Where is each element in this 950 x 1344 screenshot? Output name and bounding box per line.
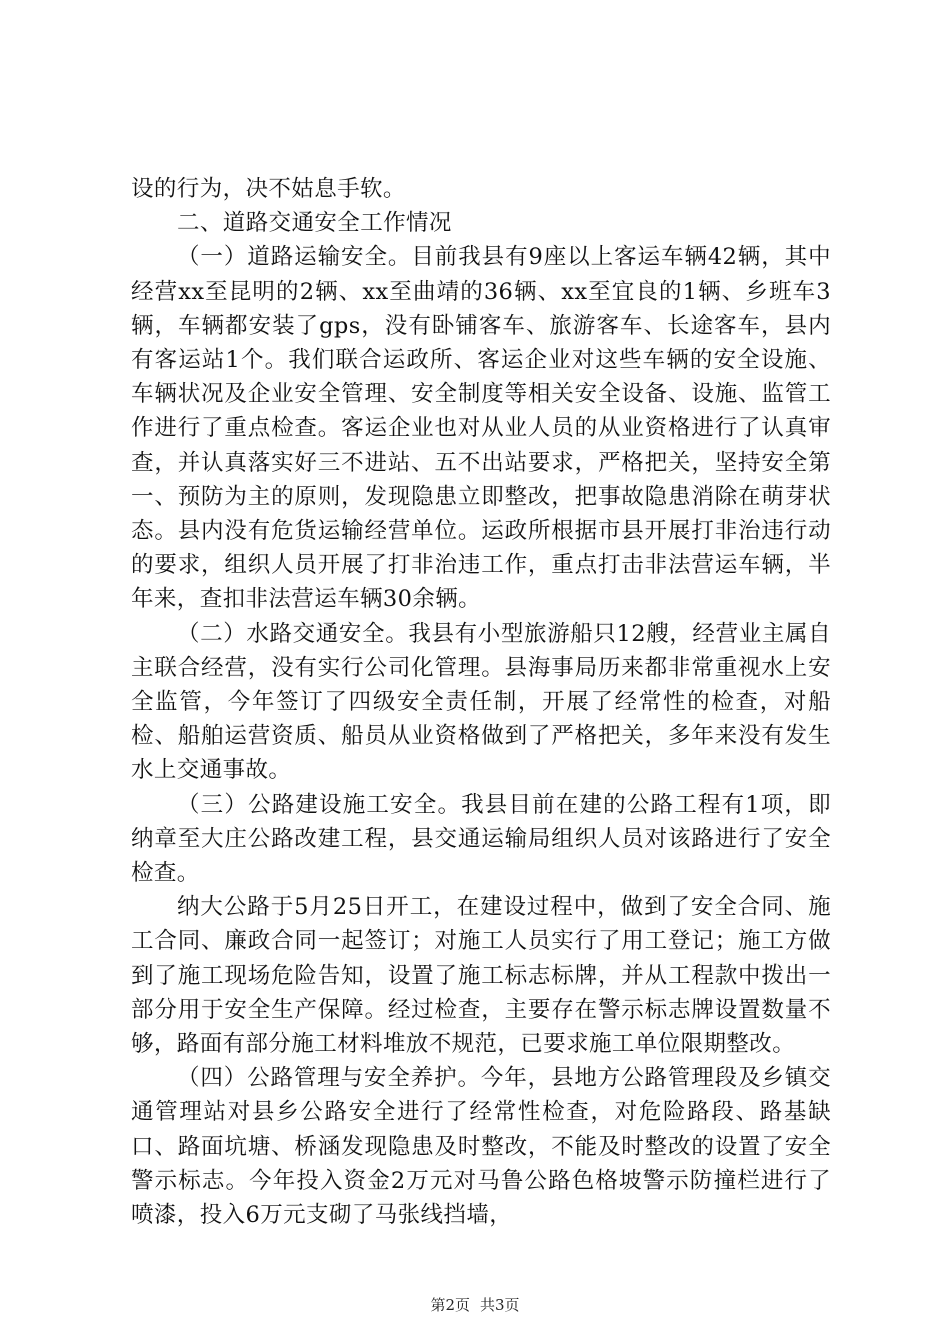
paragraph-continuation: 设的行为，决不姑息手软。 <box>131 176 406 202</box>
document-body <box>131 172 831 1232</box>
paragraph-road-construction: （三）公路建设施工安全。我县目前在建的公路工程有1项，即纳章至大庄公路改建工程，县交通运输局组织人员对该路进行了安全检查。 <box>131 791 831 887</box>
paragraph-road-maintenance: （四）公路管理与安全养护。今年，县地方公路管理段及乡镇交通管理站对县乡公路安全进行了经常性检查，对危险路段、路基缺口、路面坑塘、桥涵发现隐患及时整改，不能及时整改的设置了安全警示标志。今年投入资金2万元对马鲁公路色格坡警示防撞栏进行了喷漆，投入6万元支砌了马张线挡墙， <box>131 1065 831 1229</box>
page-footer <box>0 1295 950 1315</box>
paragraph-waterway: （二）水路交通安全。我县有小型旅游船只12艘，经营业主属自主联合经营，没有实行公司化管理。县海事局历来都非常重视水上安全监管，今年签订了四级安全责任制，开展了经常性的检查，对船检、船舶运营资质、船员从业资格做到了严格把关，多年来没有发生水上交通事故。 <box>131 620 831 784</box>
section-heading: 二、道路交通安全工作情况 <box>177 210 452 237</box>
page-total: 共3页 <box>480 1296 520 1314</box>
paragraph-road-transport: （一）道路运输安全。目前我县有9座以上客运车辆42辆，其中经营xx至昆明的2辆、xx至曲靖的36辆、xx至宜良的1辆、乡班车3辆，车辆都安装了gps，没有卧铺客车、旅游客车、长途客车，县内有客运站1个。我们联合运政所、客运企业对这些车辆的安全设施、车辆状况及企业安全管理、安全制度等相关安全设备、设施、监管工作进行了重点检查。客运企业也对从业人员的从业资格进行了认真审查，并认真落实好三不进站、五不出站要求，严格把关，坚持安全第一、预防为主的原则，发现隐患立即整改，把事故隐患消除在萌芽状态。县内没有危货运输经营单位。运政所根据市县开展打非治违行动的要求，组织人员开展了打非治违工作，重点打击非法营运车辆，半年来，查扣非法营运车辆30余辆。 <box>131 244 831 613</box>
page-number: 第2页 <box>430 1296 470 1314</box>
paragraph-nada-road: 纳大公路于5月25日开工，在建设过程中，做到了安全合同、施工合同、廉政合同一起签订；对施工人员实行了用工登记；施工方做到了施工现场危险告知，设置了施工标志标牌，并从工程款中拨出一部分用于安全生产保障。经过检查，主要存在警示标志牌设置数量不够，路面有部分施工材料堆放不规范，已要求施工单位限期整改。 <box>131 894 831 1058</box>
